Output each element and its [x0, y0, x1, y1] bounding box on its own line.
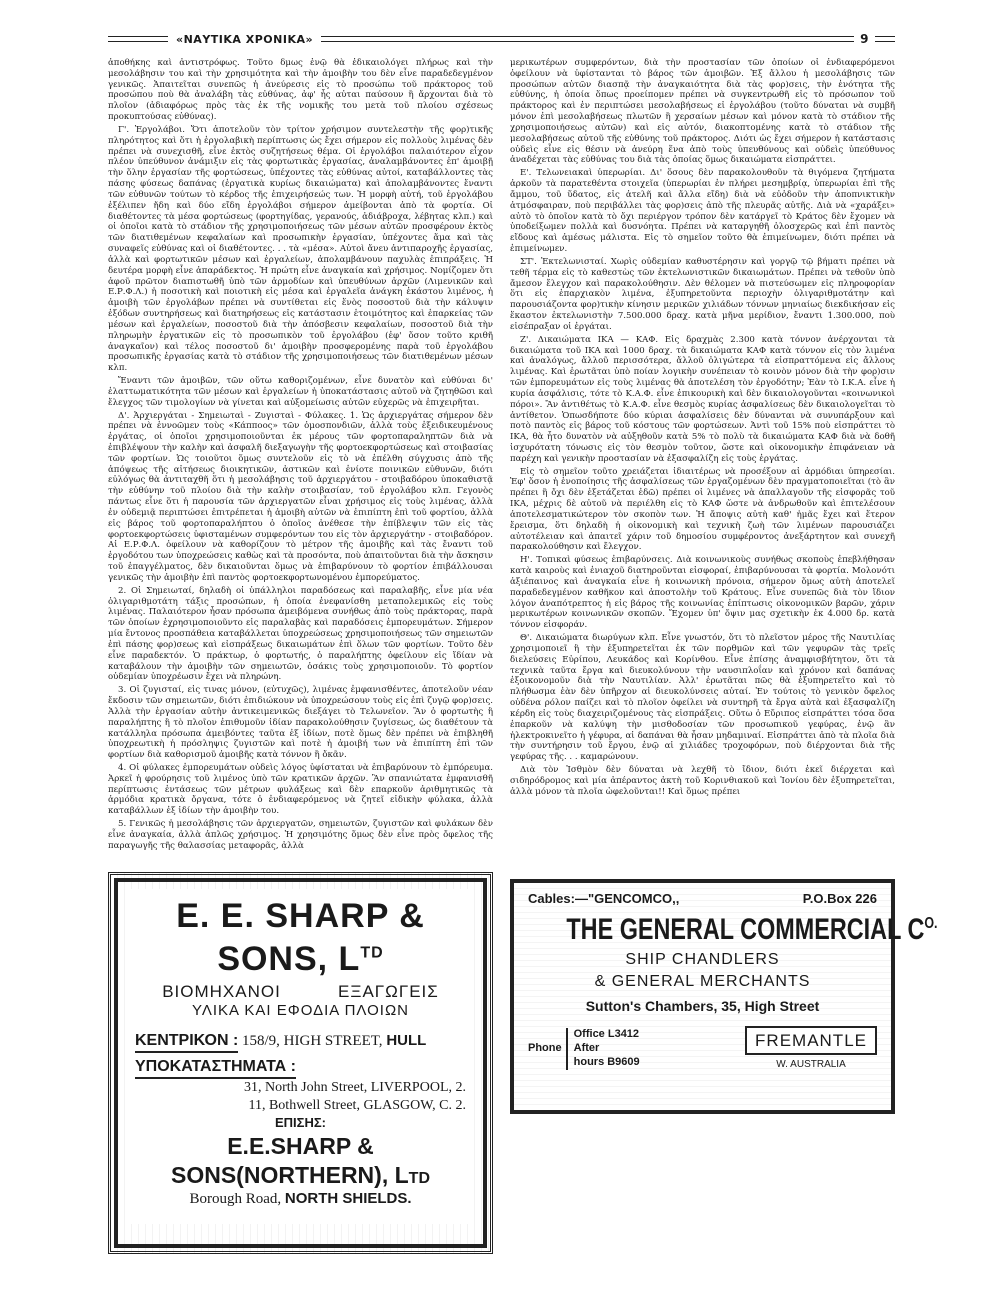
- article-columns: [108, 58, 938, 1254]
- gencomco-advertisement: [510, 879, 938, 1114]
- paragraph: 4. Οἱ φύλακες ἐμπορευμάτων οὐδεὶς λόγος ὑφίσταται νὰ ἐπιβαρύνουν τὸ ἐμπόρευμα. Ἀρκεῖ ἡ φρούρησις τοῦ λιμένος ὑπὸ τῶν κρατικῶν ἀρχῶν. Ἂν σπανιώτατα ἐμφανισθῆ περίπτωσις ἐντάσεως τῶν μέτρων φυλάξεως καὶ δὲν επαρκοῦν ἀριθμητικῶς τὰ ἁρμόδια κρατικὰ ὄργανα, τότε ὁ ἐνδιαφερόμενος νὰ ζητεῖ εἰδικὴν φύλακα, ἀλλὰ καταβάλλων ἐξ ἰδίων τὴν ἀμοιβὴν του.: [108, 763, 493, 817]
- header-rule-end: [875, 36, 895, 42]
- right-column: [510, 58, 938, 1254]
- paragraph: 5. Γενικῶς ἡ μεσολάβησις τῶν ἀρχιεργατῶν, σημειωτῶν, ζυγιστῶν καὶ φυλάκων δὲν εἶνε ἀναγκαία, ἀλλὰ ἁπλῶς χρήσιμος. Ἡ χρησιμότης ὅμως δὲν εἶνε πρὸς ὄφελος τῆς παραγωγῆς τῆς θαλασσίας μεταφορᾶς, ἀλλὰ: [108, 819, 493, 851]
- sharp-hq-label: ΚΕΝΤΡΙΚΟΝ :: [135, 1031, 238, 1053]
- gencomco-bottom-row: [528, 1026, 877, 1072]
- sharp-branch-2: 11, Bothwell Street, GLASGOW, C. 2.: [248, 1098, 466, 1114]
- sharp-hq: [135, 1027, 466, 1053]
- sharp-road: Borough Road, NORTH SHIELDS.: [189, 1189, 412, 1207]
- sharp-advertisement: [108, 872, 493, 1254]
- paragraph: Η'. Τοπικαὶ φύσεως ἐπιβαρύνσεις. Διὰ κοινωνικοὺς συνήθως σκοποὺς ἐπεβλήθησαν κατὰ καιροὺς καὶ ἐνιαχοῦ διατηροῦνται εἰσφοραί, ἐπιβαρύνουσαι τὰ φορτία. Μολονότι ἀξιέπαινος καὶ ἀναγκαία εἶνε ἡ κοινωνικὴ πρόνοια, σήμερον ὅμως αὐτὴ ἀποτελεῖ παραδεδεγμένον καθῆκον καὶ ἀποστολὴν τοῦ Κράτους. Εἶνε συνεπῶς διὰ τὸν ἴδιον λόγον ἀναπότρεπτος ἡ εἰς βάρος τῆς κοινωνίας ἐπίπτωσις οἰκονομικῶν βαρῶν, χάριν μερικωτέρων κοινωνικῶν σκοπῶν. Ἔχομεν ὑπ' ὄψιν μας σχετικὴν ἐκ 4.000 δρ. κατὰ τόννον εἰσφοράν.: [510, 555, 895, 631]
- gencomco-state: W. AUSTRALIA: [776, 1059, 846, 1071]
- gencomco-after-hours: hours B9609: [573, 1055, 640, 1068]
- paragraph: Θ'. Δικαιώματα διωρύγων κλπ. Εἶνε γνωστόν, ὅτι τὸ πλεῖστον μέρος τῆς Ναυτιλίας χρησιμοποιεῖ ἢ τὴν ἐξυπηρετεῖται ἐκ τῶν πορθμῶν καὶ τῶν γεφυρῶν τὰς τρεῖς διελεύσεις Εὐρίπου, Λευκάδος καὶ Κορίνθου. Εἶνε ἐπίσης ἀναμφισβήτητον, ὅτι τὰ τεχνικὰ ταῦτα ἔργα καὶ διευκολύνουν τὴν ναυσιπλοΐαν καὶ χρόνον καὶ δαπάνας ἐξοικονομοῦν διὰ τὴν Ναυτιλίαν. Ἀλλ' ἐρωτᾶται πῶς θὰ ἐξυπηρετεῖτο καὶ τὸ πλήθωσμα ἐὰν δὲν ὑπῆρχον αἱ διευκολύνσεις αὐταί. Ἐν τούτοις τὸ γενικὸν ὄφελος οὐδένα ρόλον παίζει καὶ τὸ πλοῖον ὀφείλει νὰ συντηρῆ τὰ ἔργα αὐτὰ καὶ ἐξασφαλίζη κέρδη εἰς τοὺς διαχειριζομένους τὰς εἰσπράξεις. Οὕτω ὁ Εὔριπος εἰσπράττει τόσα ὅσα ἐπαρκοῦν νὰ καλύψη τὴν μισθοδοσίαν τῶν προσωπικοῦ γεφύρας, ἐνῷ ἂν ἠλεκτροκινεῖτο ἡ γέφυρα, αἱ δαπάναι θὰ ἦσαν μηδαμιναί. Εἰσπράττει ἀπὸ τὰ πλοῖα διὰ τὴν συντήρησιν τοῦ ἔργου, ἐνῷ αἱ χιλιάδες τροχοφόρων, ποὺ διέρχονται διὰ τῆς γεφύρας τῆς. . . καμαρώνουν.: [510, 633, 895, 763]
- gencomco-line2: & GENERAL MERCHANTS: [594, 972, 811, 990]
- journal-title: «ΝΑΥΤΙΚΑ ΧΡΟΝΙΚΑ»: [176, 32, 314, 46]
- gencomco-city: FREMANTLE: [745, 1026, 877, 1055]
- paragraph: Γ'. Ἐργολάβοι. Ὅτι ἀποτελοῦν τὸν τρίτον χρήσιμον συντελεστὴν τῆς φορ)τικῆς πληρότητος καὶ ὅτι ἡ ἐργολαβικὴ περίπτωσις ὡς ἔχει σήμερον εἰς πολλοὺς λιμένας δὲν πρέπει νὰ συνεχισθῆ, εἶνε ἐκτὸς συζητήσεως θέμα. Οἱ ἐργολάβοι παλαιότερον εἶχον πλέον ὑπεύθυνον ἀνάμιξιν εἰς τὰς φορτωτικὰς ἐργασίας, ἀναλαμβάνοντες ἐπ' ἀμοιβῇ τὴν ὅλην ἐργασίαν τῆς φορτώσεως, ὑπέχοντες τὰς εὐθύνας αὐτοί, καταβάλλοντες τὰς πάσης φύσεως δαπάνας (ἐργατικὰ κυρίως δικαιώματα) καὶ ἀπολαμβάνοντες ἔναντι τῶν εὐθυνῶν τούτων τὸ κέρδος τῆς ἐπιχειρήσεώς των. Ἡ μορφὴ αὐτή, τοῦ ἐργολάβου ἐξέλιπεν ἤδη καὶ δύο εἴδη ἐργολάβοι σήμερον ἀμείβονται ἀπὸ τὰ φορτία. Οἱ διαθέτοντες τὰ μέσα φορτώσεως (φορτηγίδας, γερανούς, ἀδιάβροχα, λέβητας κλπ.) καὶ οἱ ὁποῖοι κατὰ τὸ στάδιον τῆς χρησιμοποιήσεως τῶν μέσων αὐτῶν προσφέρουν ἐκτὸς τῶν διατιθεμένων κεφαλαίων καὶ προσωπικὴν ἐργασίαν, ὑπέχοντες ἅμα καὶ τὰς συναφεῖς εὐθύνας καὶ οἱ διαθέτοντες. . . τὰ «μέσα». Αὐτοὶ ἄνευ ἀντιπαροχῆς ἐργασίας, ἀλλὰ καὶ φορτωτικῶν μέσων καὶ ἐργαλείων, ἀπολαμβάνουν παχυλὰς ἐπιπράξεις. Ἡ δευτέρα μορφὴ εἶνε ἀπαράδεκτος. Ἡ πρώτη εἶνε ἀναγκαία καὶ χρήσιμος. Νομίζομεν ὅτι ἀφοῦ πρῶτον διαπιστωθῆ ὑπὸ τῶν ἁρμοδίων καὶ ὑπευθύνων ἀρχῶν (Λιμενικῶν καὶ Ε.Ρ.Φ.Λ.) ἡ ποσοτικὴ καὶ ποιοτικὴ εἰς μέσα καὶ ἐργαλεῖα ἀνάγκη ἑκάστου λιμένος, ἡ ἀμοιβὴ τῶν ἐργολάβων πρέπει νὰ συντίθεται εἰς ἕνὸς ποσοστοῦ διὰ τὴν κάλυψιν ἐξόδων συντηρήσεως καὶ διατηρήσεως εἰς κατάστασιν ἑτοιμότητος καὶ ἐπαρκείας τῶν μέσων καὶ ἐργαλείων, ποσοστοῦ διὰ τὴν ἀπόσβεσιν κεφαλαίων, ποσοστοῦ διὰ τὴν πληρωμὴν ἐργατικῶν εἰς τὸ προσωπικὸν τοῦ ἐργολάβου (ἐφ' ὅσον τοῦτο κριθῆ ἀναγκαῖον) καὶ τέλος ποσοστοῦ δι' ἀμοιβὴν προσφερομένης παρὰ τοῦ ἐργολάβου προσωπικῆς ἐργασίας κατὰ τὸ στάδιον τῆς χρησιμοποιήσεως τῶν διατιθεμένων μέσων κλπ.: [108, 124, 493, 374]
- paragraph: Διὰ τὸν Ἰσθμὸν δὲν δύναται νὰ λεχθῆ τὸ ἴδιον, διότι ἐκεῖ διέρχεται καὶ σιδηρόδρομος καὶ μία ἀπέραντος ἀκτὴ τοῦ Κορινθιακοῦ καὶ Ἰονίου δὲν ἐξυπηρετεῖται, ἀλλὰ μόνον τὰ πλοῖα ὠφελοῦνται!! Καὶ ὅμως πρέπει: [510, 765, 895, 797]
- page-number: 9: [860, 32, 869, 46]
- right-column-text: [510, 58, 895, 873]
- sharp-hq-address: 158/9, HIGH STREET,: [242, 1032, 383, 1049]
- sharp-brand: E. E. SHARP & SONS, $L^{TD}$: [176, 897, 425, 978]
- paragraph: Ε'. Τελωνειακαὶ ὑπερωρίαι. Δι' ὅσους δὲν παρακολουθοῦν τὰ θιγόμενα ζητήματα ἀρκοῦν τὰ παρατεθέντα στοιχεῖα (ὑπερωρίαι ἐν πλήρει μεσημβρίᾳ, ὑπερωρίαι ἐπὶ τῆς ἄμμου, τοῦ ὕδατος, εἰς ἀτελῆ καὶ ἄλλα εἴδη) διὰ νὰ εὐὁδοῦν τὴν ἀποπνικτικὴν ἀτμόσφαιραν, ποὺ περιβάλλει τὰς φορ)σεις ἀπὸ τῆς πλευρᾶς αὐτῆς. Διὰ νὰ «χαράξει» αὐτὸ τὸ ὁποῖον κατὰ τὸ ὄχι περιέργον τρόπον δὲν κατάργεῖ τὸ Κράτος δὲν ἔχομεν νὰ ὑποδείξωμεν πολλὰ καὶ δυσνόητα. Πρέπει νὰ καταργηθῆ ὁλοσχερῶς καὶ ἐπὶ παντὸς εἴδους καὶ ἀμέσως μάλιστα. Εἰς τὸ σημεῖον τοῦτο θὰ ἐπιμείνωμεν, διότι πρέπει νὰ ἐπιμείνωμεν.: [510, 168, 895, 255]
- left-column: [108, 58, 493, 1254]
- gencomco-title: THE GENERAL COMMERCIAL $C^{O.}$: [566, 913, 938, 947]
- sharp-road-city: NORTH SHIELDS.: [284, 1189, 412, 1207]
- gencomco-cables: Cables:—"GENCOMCO,,: [528, 891, 680, 906]
- gencomco-phone-label: Phone: [528, 1042, 562, 1055]
- paragraph: ἀποθήκης καὶ ἀντιστρόφως. Τοῦτο δμως ἐνῷ θὰ ἐδικαιολόγει πλήρως καὶ τὴν μεσολάβησιν του καὶ τὴν χρησιμότητα καὶ τὴν ἀμοιβὴν του δὲν εἶνε παραδεδεγμένον γενικῶς. Ἀπαιτεῖται συνεπῶς ἡ ἀνεύρεσις εἰς τὸ προσώπω τοῦ πράκτορος τοῦ προσώπου ποὺ θὰ ἀναλάβη τὰς εὐθύνας, ἀφ' ἧς αὐται παύσουν ἢ ἄρχονται διὰ τὸ πλοῖον (ἀδιαφόρως πρὸς τὰς ἐκ τῆς νομικῆς του μετὰ τοῦ πλοίου σχέσεως προκυπτούσας εὐθύνας).: [108, 58, 493, 123]
- paragraph: ΣΤ'. Ἐκτελωνισταί. Χωρὶς οὐδεμίαν καθυστέρησιν καὶ γοργῷ τῷ βήματι πρέπει νὰ τεθῆ τέρμα εἰς τὸ καθεστὼς τῶν ἐκτελωνιστικῶν δικαιωμάτων. Πρέπει νὰ τεθοῦν ὑπὸ ἄμεσον ἔλεγχον καὶ παρακολούθησιν. Δὲν θέλομεν νὰ πιστεύσωμεν εἰς πληροφορίαν ὅτι εἰς ἐπαρχιακὸν λιμένα, ἐξυπηρετοῦντα περιοχὴν ὀλιγαριθμοτάτην καὶ παρουσιάζοντα φορ)τικὴν κίνησιν μερικῶν χιλιάδων τόννων μηνιαίως διεκδικήσαν εἰς ἕκαστον ἐκτελωνιστὴν 7.500.000 δραχ. κατὰ μῆνα μερίδιον, ἔναντι 1.300.000, ποὺ εἰσέπραξαν οἱ ἐργάται.: [510, 256, 895, 332]
- sharp-hq-city: HULL: [386, 1031, 427, 1049]
- sharp-line1: ΒΙΟΜΗΧΑΝΟΙ ΕΞΑΓΩΓΕΙΣ: [162, 981, 439, 1001]
- gencomco-line1: SHIP CHANDLERS: [625, 951, 780, 969]
- running-header: [108, 28, 895, 50]
- gencomco-location: [745, 1026, 877, 1072]
- gencomco-office: Office L3412: [573, 1028, 640, 1041]
- paragraph: Ἔναντι τῶν ἀμοιβῶν, τῶν οὕτω καθοριζομένων, εἶνε δυνατὸν καὶ εὐθύναι δι' ἐλαττωματικότητα τῶν μέσων καὶ ἐργαλείων ἡ ὑποκατάστασις αὐτοῦ νὰ ζητηθῶσι καὶ ἔλεγχος τῶν τιμολογίων νὰ γίνεται καὶ αὐξομείωσις αὐτῶν εὐχερῶς νὰ ἐπιχειρῆται.: [108, 376, 493, 408]
- paragraph: Εἰς τὸ σημεῖον τοῦτο χρειάζεται ἰδιαιτέρως νὰ προσέξουν αἱ ἁρμόδιαι ὑπηρεσίαι. Ἐφ' ὅσον ἡ ἑνοποίησις τῆς ἀσφαλίσεως τῶν ἐργαζομένων δὲν πραγματοποιεῖται (τὸ ἂν πρέπει ἢ ὄχι δὲν ἐξετάζεται ἐδῶ) πρέπει οἱ λιμένες νὰ ἀπαλλαγοῦν τῆς εἰσφορᾶς τοῦ ΙΚΑ, μέχρις δὲ αὐτοῦ νὰ περιέλθη εἰς τὸ ΚΑΦ ὥστε νὰ ἀνδρωθοῦν καὶ ἐπιτελέσουν ἀποτελεσματικώτερον τὸν σκοπὸν των. Ἡ ἄποψις αὐτὴ καθ' ἡμᾶς ἔχει καὶ ἕτερον ἔρεισμα, ὅτι δηλαδὴ ἡ οἰκονομικὴ καὶ τεχνικὴ ζωὴ τῶν λιμένων παρουσιάζει αὐτοτέλειαν καὶ ἀπαιτεῖ χάριν τοῦ δημοσίου συμφέροντος ἀνεξάρτητον καὶ συνεχῆ παρακολούθησιν καὶ ἔλεγχον.: [510, 466, 895, 553]
- sharp-branch-1: 31, North John Street, LIVERPOOL, 2.: [243, 1080, 466, 1096]
- gencomco-top-row: [528, 891, 877, 907]
- paragraph: 3. Οἱ ζυγισταί, εἰς τινας μόνον, (εὐτυχῶς), λιμένας ἐμφανισθέντες, ἀποτελοῦν νέαν ἔκδοσιν τῶν σημειωτῶν, διότι ἐπιδιώκουν νὰ ὑποχρεώσουν τοὺς εἰς ἐπὶ ζυγῷ φορ)σεις. Ἀλλὰ τὴν ἐργασίαν αὐτὴν ἀντικειμενικῶς διεξάγει τὸ Τελωνεῖον. Ἂν ὁ φορτωτὴς ἢ παραλήπτης ἢ τὸ πλοῖον ἐπιθυμοῦν ἰδίαν παρακολούθησιν ζυγίσεως, ὡς διαθέτουν τὰ κατάλληλα πρόσωπα ἀμειβόντες ταῦτα ἐξ ἰδίων, ποτὲ ὅμως δὲν πρέπει νὰ ἐπιβληθῆ ὑποχρεωτικὴ ἡ πρόσληψις ζυγιστῶν καὶ ποτὲ ἡ ἀμοιβή των νὰ ἐπιπίπτη ἐπὶ τῶν φορτίων διὰ καθορισμοῦ ἀμοιβῆς κατὰ τόννον ἢ ὄκᾶν.: [108, 685, 493, 761]
- paragraph: 2. Οἱ Σημειωταί, δηλαδὴ οἱ ὑπάλληλοι παραδόσεως καὶ παραλαβῆς, εἶνε μία νέα ὀλιγαριθμοτάτη τάξις προσώπων, ἡ ὁποία ἐνεφανίσθη μεταπολεμικῶς εἰς τοὺς λιμένας. Παλαιότερον ἦσαν πρόσωπα ἀμειβόμενα συνήθως ἀπὸ τοὺς πράκτορας, παρὰ τῶν ὁποίων ἐχρησιμοποιοῦντο εἰς παραλαβὰς καὶ παραδόσεις ἐμπορευμάτων. Σήμερον μία ἔντονος προσπάθεια καταβάλλεται ὑποχρεώσεως χρησιμοποιήσεως τῶν σημειωτῶν ἐπὶ πάσης φορ)σεως καὶ εἰσπράξεως δικαιωμάτων ἐπὶ ὅλων τῶν φορτίων. Τοῦτο δὲν εἶνε παραδεκτόν. Ὁ πράκτωρ, ὁ φορτωτής, ὁ παραλήπτης ὀφείλουν εἰς ἴδίαν νὰ καταβάλουν τὴν ἀμοιβὴν τῶν σημειωτῶν, ὁσάκις τοὺς χρησιμοποιοῦν. Τὸ φορτίον οὐδεμίαν ὑποχρέωσιν ἔχει νὰ πληρώνη.: [108, 585, 493, 683]
- sharp-line2: ΥΛΙΚΑ ΚΑΙ ΕΦΟΔΙΑ ΠΛΟΙΩΝ: [191, 1001, 410, 1019]
- gencomco-after: After: [573, 1042, 600, 1055]
- sharp-ad-inner: [127, 889, 474, 1224]
- sharp-brand-northern: E.E.SHARP & SONS(NORTHERN), LTD: [171, 1132, 430, 1188]
- sharp-branches-label: ΥΠΟΚΑΤΑΣΤΗΜΑΤΑ :: [135, 1057, 296, 1079]
- paragraph: μερικωτέρων συμφερόντων, διὰ τὴν προστασίαν τῶν ὁποίων οἱ ἐνδιαφερόμενοι ὀφείλουν νὰ ὑφίστανται τὸ βάρος τῶν ἀμοιβῶν. Ἐξ ἄλλου ἡ μεσολάβησις τῶν προσώπων αὐτῶν διασπᾷ τὴν ἀναγκαιότητα διὰ τὰς φορ)σεις, τὴν ἑνότητα τῆς εὐθύνης, ἡ ὁποία ὅπως προείπομεν πρέπει νὰ συγκεντρωθῆ εἰς τὸ πρόσωπον τοῦ πράκτορος καὶ ἐν περιπτώσει μεσολαβήσεως εἰ ἐργολάβου (τοῦτο δύναται νὰ συμβῆ μόνον ἐπὶ μεσολαβήσεως πλωτῶν ἢ χερσαίων μέσων καὶ μόνον κατὰ τὸ στάδιον τῆς χρησιμοποιήσεως αὐτῶν) καὶ εἰς αὐτόν, διακοπτομένης κατὰ τὸ στάδιον τῆς μεσολαβήσεως αὐτοῦ τῆς εὐθύνης τοῦ πράκτορος. Διότι ὡς ἔχει σήμερον ἡ κατάστασις οὐδεὶς εἶνε εἰς θέσιν νὰ ἀνεύρη ἕνα ἀπὸ τοὺς ὑπευθύνους καὶ οὐδεὶς ὑπεύθυνος ἀναδέχεται τὰς εὐθύνας του διὰ τὰς ὁποίας ὅμως δικαιώματα εἰσπράττει.: [510, 58, 895, 166]
- sharp-also-label: ΕΠΙΣΗΣ:: [275, 1115, 326, 1131]
- gencomco-pobox: P.O.Box 226: [802, 891, 877, 906]
- left-column-text: [108, 58, 493, 866]
- gencomco-street: Sutton's Chambers, 35, High Street: [585, 998, 820, 1015]
- header-rule-left: [108, 36, 168, 42]
- gencomco-phone-numbers: [566, 1028, 640, 1069]
- gencomco-phone: [528, 1028, 640, 1069]
- paragraph: Δ'. Ἀρχιεργάται - Σημειωταὶ - Ζυγισταὶ - Φύλακες. 1. Ὡς ἀρχιεργάτας σήμερον δὲν πρέπει νὰ ἐννοῶμεν τοὺς «Κάπποος» τῶν ὁμοσπονδιῶν, ἀλλὰ τοὺς ἐξειδικευμένους ἐργάτας, οἱ ὁποῖοι χρησιμοποιοῦνται ἐκ μέρους τῶν φορτοπαραληπτῶν διὰ νὰ ἐπιβλέψουν τὴν καλὴν καὶ ἀσφαλῆ διεξαγωγὴν τῆς φορτοεκφορτώσεως καὶ στοιβασίας τῶν φορτίων. Ὡς τοιοῦτοι ὅμως συντελοῦν εἰς τὸ νὰ ἐπέλθη σύγχυσις ἀπὸ τῆς ἀπόψεως τῆς αἰτήσεως διοικητικῶν, ἀστικῶν καὶ ἐνίοτε ποινικῶν εὐθυνῶν, διότι εὐλόγως θὰ ἀντιταχθῆ ὅτι ἡ μεσολάβησις τοῦ ἀρχιεργάτου - στοιβαδόρου ὑποκαθιστᾷ τὴν εὐθύνην τοῦ πλοίου διὰ τὴν καλὴν στοιβασίαν, τοῦ ἐργολάβου κλπ. Γεγονὸς πάντως εἶνε ὅτι ἡ παρουσία τῶν ἀρχιεργατῶν εἶναι χρήσιμος εἰς τοὺς λιμένας, ἀλλὰ ἐν οὐδεμιᾷ περιπτώσει ἐπιτρέπεται ἡ ἀμοιβὴ αὐτῶν νὰ ἐπιπίπτη ἐπὶ τοῦ φορτίου, ἀλλὰ εἰς βάρος τοῦ φορτοπαραλήπτου ὁ ὁποῖος ἀνέθεσε τὴν ἐπίβλεψιν τῶν εἰς τὰς φορτοεκφορτώσεις ὑφισταμένων συμφερόντων του εἰς τὸν ἀρχιεργάτην - στοιβαδόρον. Αἱ Ε.Ρ.Φ.Λ. ὀφείλουν νὰ καθορίζουν τὸ μέτρον τῆς ἀμοιβῆς καὶ τὰς ἔναντι τοῦ ἐργοδότου των ὑποχρεώσεις καθὼς καὶ τὰ προσόντα, ποὺ ἀπαιτοῦνται διὰ τὴν ἄσκησιν τοῦ ἐπαγγέλματος, δὲν δικαιοῦνται ὅμως νὰ ἐπιβαρύνουν τὸ φορτίον ἐπιβάλλουσαι γενικῶς τὴν ἀμοιβὴν ἐπὶ παντὸς φορτοεκφορτωνομένου ἐμπορεύματος.: [108, 410, 493, 583]
- header-rule-right: [321, 36, 854, 42]
- paragraph: Ζ'. Δικαιώματα ΙΚΑ — ΚΑΦ. Εἰς δραχμὰς 2.300 κατὰ τόννον ἀνέρχονται τὰ δικαιώματα τοῦ ΙΚΑ καὶ 1000 δραχ. τὰ δικαιώματα ΚΑΦ κατὰ τόννον εἰς τὸν λιμένα καὶ ἀναλόγως, ἄλλοῦ περισσότερα, ἄλλοῦ ὀλιγώτερα τὰ εἰσπραττόμενα εἰς ἄλλους λιμένας. Καὶ ἐρωτᾶται ὑπὸ ποίαν λογικὴν συνέπειαν τὸ κοινὸν μόνον διὰ τὴν φορ)σιν τῶν ἐμπορευμάτων εἰς τοὺς λιμένας θὰ ἀποτελέση τὸν ἐργοδότην; Ἐὰν τὸ Ι.Κ.Α. εἶνε ἡ κυρία ἀσφάλισις, τότε τὸ Κ.Α.Φ. εἶνε ἐπικουρικὴ καὶ δὲν δικαιολογοῦνται «κοινωνικοὶ πόροι». Ἂν ἀντιθέτως τὸ Κ.Α.Φ. εἶνε θεσμὸς κυρίας ἀσφαλίσεως δὲν δικαιολογεῖται τὸ ἀντίθετον. Ὁπωσδήποτε δύο κύριαι ἀσφαλίσεις δὲν δύνανται νὰ συνυπάρξουν καὶ ποτὸ παντὸς εἰς βάρος τοῦ κόστους τῶν φορτώσεων. Ἀντὶ τοῦ 15% ποὺ εἰσπράττει τὸ ΙΚΑ, θὰ ἦτο δυνατὸν νὰ αὐξηθοῦν κατὰ 5% τὸ πολὺ τὰ δικαιώματα ΚΑΦ διὰ νὰ δοθῆ ἰσχυρότατη τόνωσις εἰς τὸν θεσμὸν τοῦτον, ὥστε καὶ οἰκονομικὴν ἐπιφάνειαν νὰ παρέχη καὶ γενικὴν προστασίαν νὰ ἐξασφαλίζη εἰς τοὺς ἐργάτας.: [510, 334, 895, 464]
